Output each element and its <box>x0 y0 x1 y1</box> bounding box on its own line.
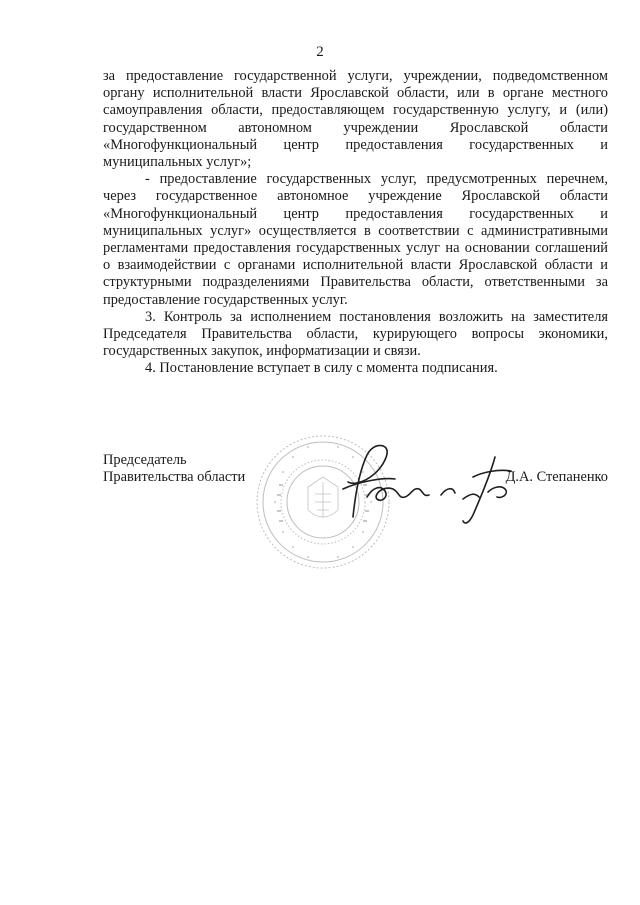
document-body <box>103 68 608 378</box>
handwritten-signature-icon <box>323 437 523 532</box>
signatory-name: Д.А. Степаненко <box>505 469 608 485</box>
page-number: 2 <box>316 44 324 60</box>
signatory-title <box>103 452 245 486</box>
signature-block <box>103 452 608 572</box>
signatory-title-line2: Правительства области <box>103 469 246 486</box>
paragraph-mfc-services: - предоставление государственных услуг, предусмотренных перечнем, через государственное автономное учреждение Ярославской области «Многофункциональный центр предоставления государственных и муниципальных услуг» осуществляется в соответствии с административными регламентами предоставления государственных услуг на основании соглашений о взаимодействии с органами исполнительной власти Ярославской области и структурными подразделениями Правительства области, ответственными за предоставление государственных услуг. <box>103 171 608 308</box>
paragraph-continuation: за предоставление государственной услуги, учреждении, подведомственном органу исполнительной власти Ярославской области, или в органе местного самоуправления области, предоставляющем государственную услугу, и (или) государственном автономном учреждении Ярославской области «Многофункциональный центр предоставления государственных и муниципальных услуг»; <box>103 68 608 171</box>
signatory-title-line1: Председатель <box>103 452 187 468</box>
paragraph-effective-date: 4. Постановление вступает в силу с момента подписания. <box>145 360 498 377</box>
paragraph-control: 3. Контроль за исполнением постановления возложить на заместителя Председателя Правительства области, курирующего вопросы экономики, государственных закупок, информатизации и связи. <box>103 308 608 360</box>
